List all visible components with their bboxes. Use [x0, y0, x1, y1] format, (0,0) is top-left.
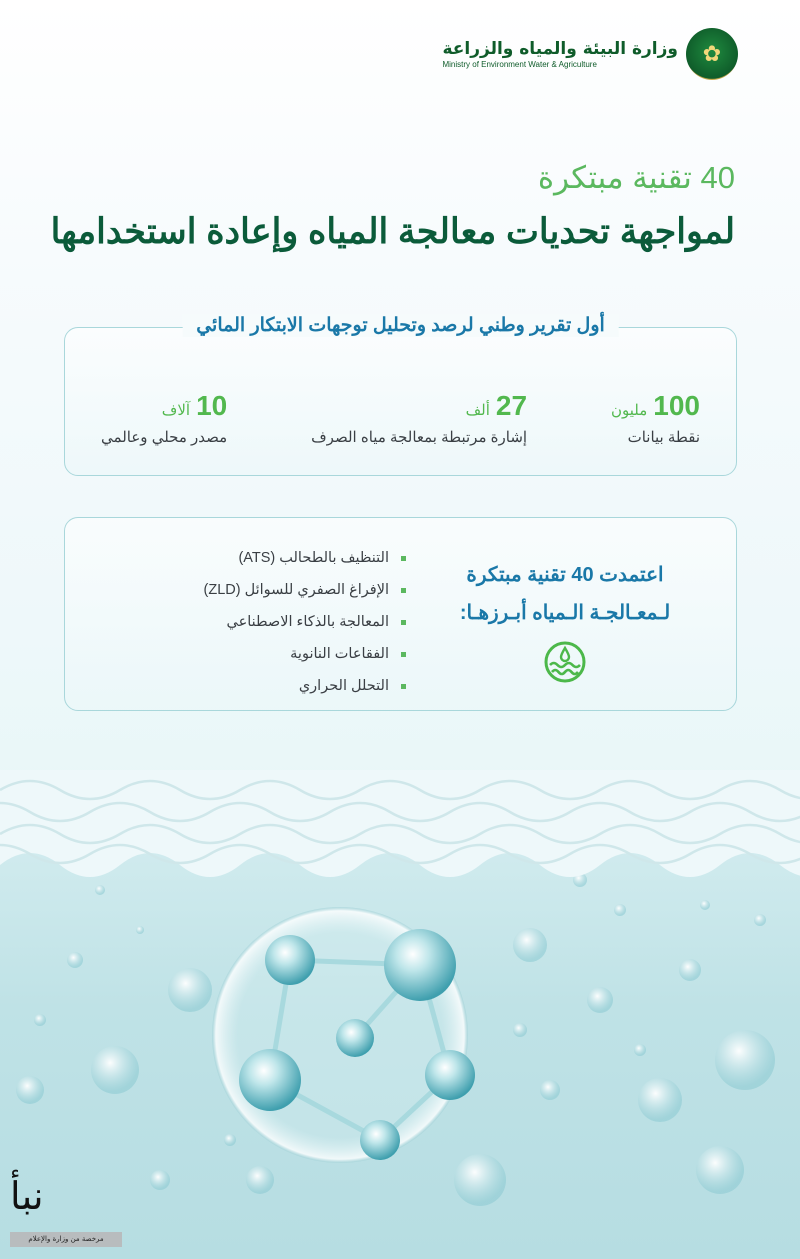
technologies-heading-line2: لـمعـالجـة الـمياه أبـرزهـا: [459, 602, 671, 624]
stat-number: 100 [653, 390, 700, 421]
report-heading: أول تقرير وطني لرصد وتحليل توجهات الابتكار المائي [182, 314, 619, 337]
watermark-caption: مرخصة من وزارة والإعلام [10, 1232, 122, 1247]
list-item: المعالجة بالذكاء الاصطناعي [204, 606, 406, 638]
stat-signals [311, 390, 527, 446]
water-treatment-icon [543, 640, 587, 684]
stat-sources [101, 390, 227, 446]
stat-unit: مليون [610, 402, 648, 419]
ministry-logo [442, 28, 738, 80]
bullet-icon [401, 684, 406, 689]
title-line2: لمواجهة تحديات معالجة المياه وإعادة استخدامها [50, 212, 735, 251]
stat-number: 27 [495, 390, 528, 421]
bullet-icon [401, 588, 406, 593]
stat-label: إشارة مرتبطة بمعالجة مياه الصرف [311, 429, 528, 446]
technologies-card [64, 517, 737, 711]
report-stats-card [64, 315, 737, 476]
title-line1: 40 تقنية مبتكرة [537, 160, 735, 195]
list-item: الفقاعات النانوية [204, 638, 406, 670]
technologies-list [204, 542, 406, 702]
decorative-waves [0, 770, 800, 885]
stat-unit: آلاف [161, 402, 191, 419]
stat-label: نقطة بيانات [627, 429, 700, 446]
list-item: الإفراغ الصفري للسوائل (ZLD) [204, 574, 406, 606]
ministry-name-en: Ministry of Environment Water & Agriculture [442, 59, 597, 69]
bullet-icon [401, 652, 406, 657]
bullet-icon [401, 620, 406, 625]
stat-label: مصدر محلي وعالمي [101, 429, 228, 446]
bullet-icon [401, 556, 406, 561]
watermark [10, 1174, 122, 1247]
watermark-logo: نبأ [10, 1174, 44, 1218]
stat-unit: ألف [465, 402, 490, 419]
list-item: التحلل الحراري [204, 670, 406, 702]
stat-data-points [611, 390, 700, 446]
ministry-name-ar: وزارة البيئة والمياه والزراعة [442, 39, 678, 60]
technologies-heading-line1: اعتمدت 40 تقنية مبتكرة [466, 564, 664, 586]
palm-emblem-icon: ✿ [686, 28, 738, 80]
list-item: التنظيف بالطحالب (ATS) [204, 542, 406, 574]
stat-number: 10 [196, 390, 228, 421]
